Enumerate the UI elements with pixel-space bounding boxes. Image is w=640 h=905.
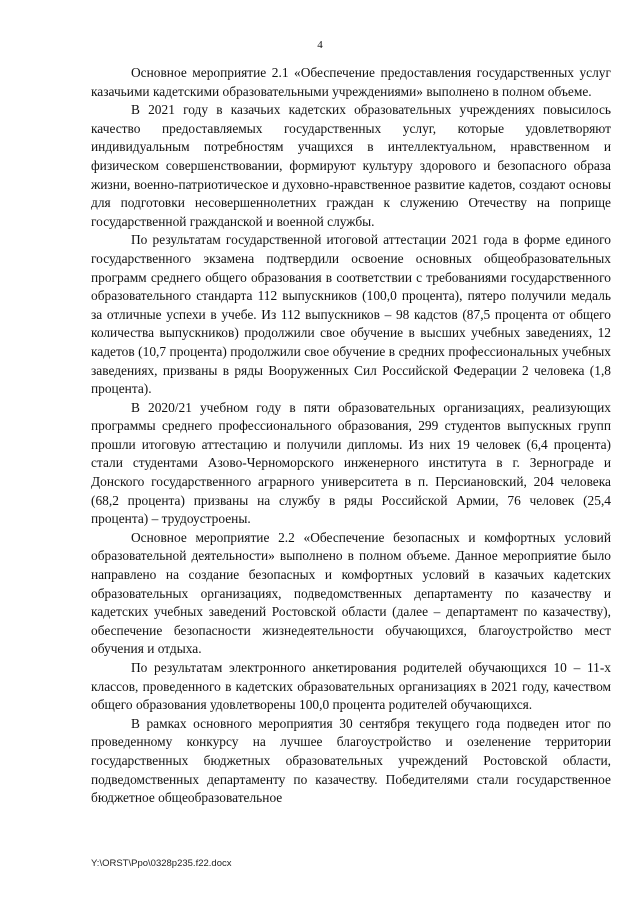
page-number: 4 [317, 39, 323, 51]
paragraph-measure-2-1: Основное мероприятие 2.1 «Обеспечение предоставления государственных услуг казачьими кадетскими образовательными учреждениями» выполнено в полном объеме. [91, 65, 611, 99]
paragraph-parent-survey: По результатам электронного анкетирования родителей обучающихся 10 – 11-х классов, проведенного в кадетских образовательных организациях в 2021 году, качеством общего образования удовлетворены 100,0 процента родителей обучающихся. [91, 660, 611, 713]
paragraph-service-quality: В 2021 году в казачьих кадетских образовательных учреждениях повысилось качество предоставляемых государственных услуг, которые удовлетворяют индивидуальным потребностям учащихся в интеллектуальном, нравственном и физическом совершенствовании, формируют культуру здорового и безопасного образа жизни, военно-патриотическое и духовно-нравственное развитие кадетов, создают основы для подготовки несовершеннолетних граждан к служению Отечеству на поприще государственной гражданской и военной службы. [91, 102, 611, 229]
document-body [91, 64, 611, 808]
paragraph-measure-2-2: Основное мероприятие 2.2 «Обеспечение безопасных и комфортных условий образовательной деятельности» выполнено в полном объеме. Данное мероприятие было направлено на создание безопасных и комфортных условий в казачьих кадетских образовательных организациях, подведомственных департаменту по казачеству и кадетских учебных заведений Ростовской области (далее – департамент по казачеству), обеспечение безопасности жизнедеятельности обучающихся, благоустройство мест обучения и отдыха. [91, 529, 611, 657]
paragraph-vocational-graduates: В 2020/21 учебном году в пяти образовательных организациях, реализующих программы среднего профессионального образования, 299 студентов выпускных групп прошли итоговую аттестацию и получили дипломы. Из них 19 человек (6,4 процента) стали студентами Азово-Черноморского инженерного института в г. Зернограде и Донского государственного аграрного университета в п. Персиановский, 204 человека (68,2 процента) призваны на службу в ряды Российской Армии, 76 человек (25,4 процента) – трудоустроены. [91, 399, 611, 527]
paragraph-exam-results: По результатам государственной итоговой аттестации 2021 года в форме единого государственного экзамена подтвердили освоение основных общеобразовательных программ среднего общего образования в соответствии с требованиями государственного образовательного стандарта 112 выпускников (100,0 процента), пятеро получили медаль за отличные успехи в учебе. Из 112 выпускников – 98 кадстов (87,5 процента от общего количества выпускников) продолжили свое обучение в высших учебных заведениях, 12 кадетов (10,7 процента) продолжили свое обучение в средних профессиональных учебных заведениях, призваны в ряды Вооруженных Сил Российской Федерации 2 человека (1,8 процента). [91, 232, 611, 397]
paragraph-landscaping-contest: В рамках основного мероприятия 30 сентября текущего года подведен итог по проведенному конкурсу на лучшее благоустройство и озеленение территории государственных бюджетных образовательных учреждений Ростовской области, подведомственных департаменту по казачеству. Победителями стали государственное бюджетное общеобразовательное [91, 715, 611, 806]
footer-file-path: Y:\ORST\Ppo\0328p235.f22.docx [91, 858, 232, 869]
